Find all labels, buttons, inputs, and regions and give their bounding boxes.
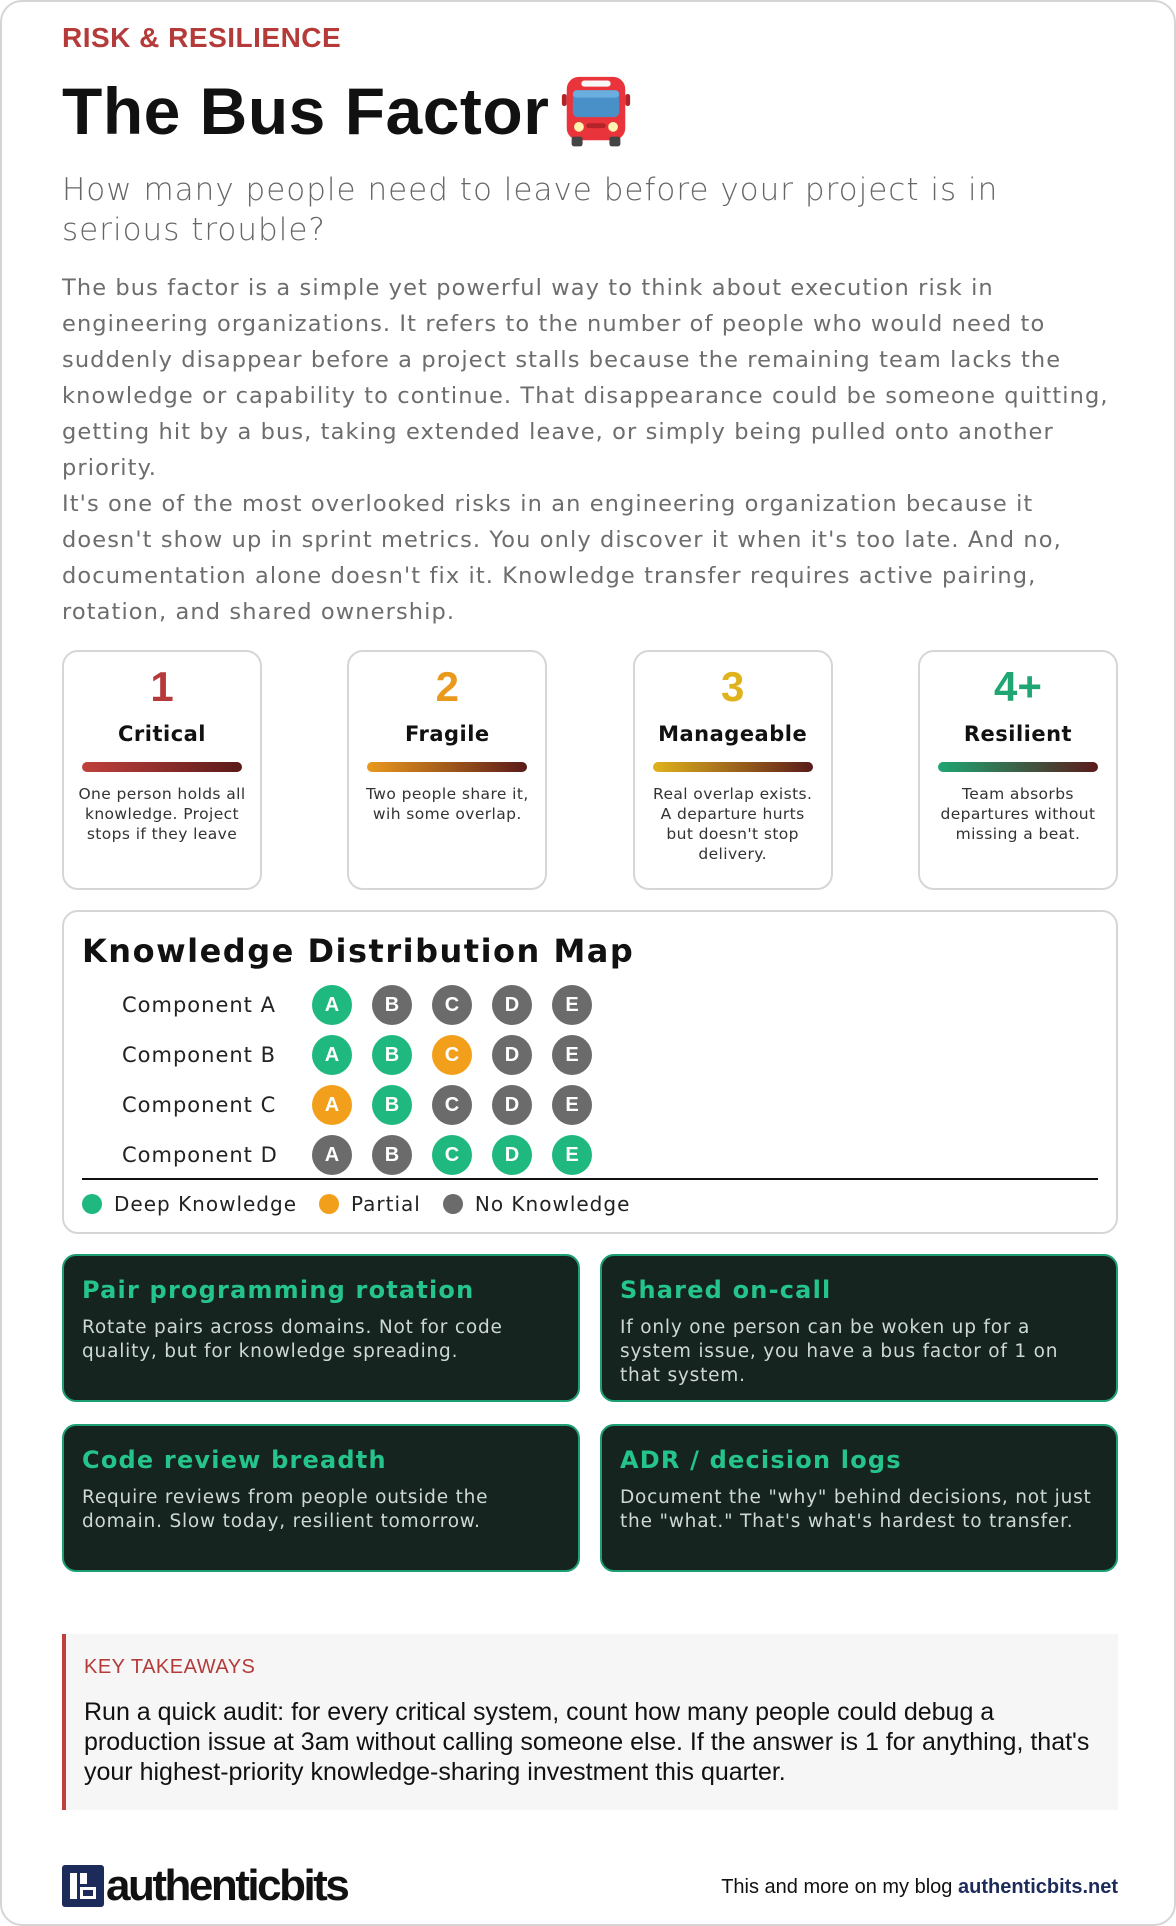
practice-title: Code review breadth [82,1446,387,1474]
person-dot: B [372,1035,412,1075]
level-gradient-bar [367,762,527,772]
person-dot: E [552,1135,592,1175]
component-label: Component A [122,993,276,1017]
practice-description: Rotate pairs across domains. Not for code quality, but for knowledge spreading. [82,1317,503,1362]
person-dot: C [432,985,472,1025]
knowledge-map-row [122,1030,612,1080]
person-dot: C [432,1135,472,1175]
knowledge-map-row [122,980,612,1030]
practice-title: Pair programming rotation [82,1276,475,1304]
map-divider [82,1178,1098,1180]
practice-card [600,1254,1118,1402]
bus-icon [557,72,635,150]
legend-item-none [443,1192,631,1216]
knowledge-map-rows [122,980,612,1180]
level-card-fragile [347,650,547,890]
legend-label: No Knowledge [474,1192,631,1216]
person-dot: D [492,1085,532,1125]
intro-paragraph: It's one of the most overlooked risks in an engineering organization because it doesn't show up in sprint metrics. You only discover it when it's too late. And no, documentation alone doesn't fix it. Knowledge transfer requires active pairing, rotation, and shared ownership. [62,491,1062,625]
practice-title: ADR / decision logs [620,1446,902,1474]
person-dot: C [432,1035,472,1075]
title-row [62,72,635,150]
practice-description: Document the "why" behind decisions, not just the "what." That's what's hardest to transfer. [620,1487,1092,1532]
level-number: 4+ [994,663,1042,710]
legend-dot [82,1194,102,1214]
level-number: 3 [720,663,745,710]
practice-card [600,1424,1118,1572]
level-name: Critical [117,722,207,746]
level-name: Manageable [658,722,808,746]
bus-factor-levels [62,650,1118,890]
legend-item-partial [319,1192,421,1216]
person-dot: B [372,985,412,1025]
footer-text: This and more on my blog [721,1876,953,1898]
person-dot: E [552,1035,592,1075]
legend-item-deep [82,1192,297,1216]
page-subtitle: How many people need to leave before your project is in serious trouble? [62,172,999,248]
level-gradient-bar [82,762,242,772]
key-takeaways [62,1634,1118,1810]
knowledge-map-title: Knowledge Distribution Map [82,932,635,970]
practice-card [62,1254,580,1402]
level-name: Fragile [404,722,490,746]
page-title: The Bus Factor [62,74,550,148]
person-dot: A [312,1035,352,1075]
footer-blurb [721,1876,1118,1899]
blog-link[interactable]: authenticbits.net [957,1876,1118,1898]
intro-paragraph: The bus factor is a simple yet powerful way to think about execution risk in engineering organizations. It refers to the number of people who would need to suddenly disappear before a project stalls because the remaining team lacks the knowledge or capability to continue. That disappearance could be someone quitting, getting hit by a bus, taking extended leave, or simply being pulled onto another priority. [62,275,1109,481]
brand-logo[interactable] [62,1861,348,1910]
knowledge-map-row [122,1130,612,1180]
legend-dot [319,1194,339,1214]
knowledge-map-card [62,910,1118,1234]
level-description: One person holds all knowledge. Project stops if they leave [78,785,246,843]
takeaway-label: KEY TAKEAWAYS [84,1656,256,1678]
person-dot: B [372,1085,412,1125]
knowledge-map-row [122,1080,612,1130]
level-description: Two people share it, wih some overlap. [365,785,529,823]
authenticbits-logo-icon [62,1865,104,1907]
level-card-resilient [918,650,1118,890]
intro-text [62,270,1122,630]
person-dot: D [492,1035,532,1075]
eyebrow-label: RISK & RESILIENCE [62,22,342,53]
level-gradient-bar [653,762,813,772]
person-dot: A [312,1085,352,1125]
practice-description: Require reviews from people outside the domain. Slow today, resilient tomorrow. [82,1487,489,1532]
person-dot: D [492,1135,532,1175]
practice-title: Shared on-call [620,1276,832,1304]
footer [62,1862,1118,1912]
component-label: Component D [122,1143,278,1167]
practice-card [62,1424,580,1572]
legend-label: Deep Knowledge [114,1192,298,1216]
level-name: Resilient [963,722,1073,746]
practices-grid [62,1254,1118,1572]
person-dot: D [492,985,532,1025]
knowledge-legend [82,1192,652,1216]
practice-description: If only one person can be woken up for a system issue, you have a bus factor of 1 on that system. [620,1317,1059,1386]
component-label: Component B [122,1043,277,1067]
person-dot: C [432,1085,472,1125]
level-card-critical [62,650,262,890]
person-dot: A [312,1135,352,1175]
level-number: 2 [435,663,459,710]
legend-label: Partial [351,1192,421,1216]
brand-name: authenticbits [106,1861,348,1910]
person-dot: E [552,1085,592,1125]
level-description: Real overlap exists. A departure hurts but doesn't stop delivery. [652,785,813,863]
legend-dot [443,1194,463,1214]
level-gradient-bar [938,762,1098,772]
person-dot: A [312,985,352,1025]
level-card-manageable [633,650,833,890]
component-label: Component C [122,1093,277,1117]
takeaway-text: Run a quick audit: for every critical system, count how many people could debug a production issue at 3am without calling someone else. If the answer is 1 for anything, that's your highest-priority knowledge-sharing investment this quarter. [84,1698,1090,1786]
person-dot: E [552,985,592,1025]
level-description: Team absorbs departures without missing a beat. [940,785,1096,843]
level-number: 1 [150,663,174,710]
person-dot: B [372,1135,412,1175]
